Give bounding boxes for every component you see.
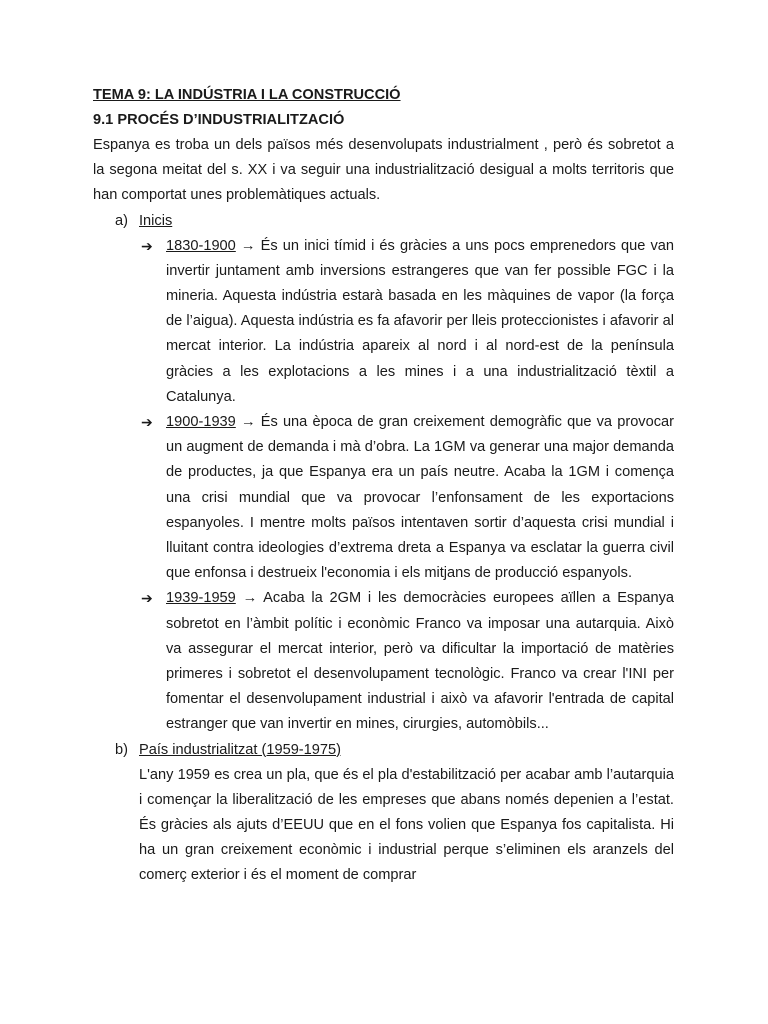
list-marker: a): [115, 212, 128, 229]
bullet-list: [93, 234, 674, 738]
subsection-paragraph: L'any 1959 es crea un pla, que és el pla d'estabilització per acabar amb l’autarquia i començar la liberalització de les empreses que abans només depenien a l’estat. És gràcies als ajuts d’EEUU que en el fons volien que Espanya fos capitalista. Hi ha un gran creixement econòmic i industrial perque s’eliminen els aranzels del comerç exterior i és el moment de comprar: [139, 766, 674, 884]
bullet-item: [93, 410, 674, 586]
arrow-bullet-icon: ➔: [141, 414, 153, 431]
arrow-bullet-icon: ➔: [141, 237, 153, 254]
bullet-text: → És una època de gran creixement demogràfic que va provocar un augment de demanda i mà d’obra. La 1GM va generar una major demanda de productes, ja que Espanya era un país neutre. Acaba la 1GM i comença una crisi mundial que va provocar l’enfonsament de les exportacions espanyoles. I mentre molts països intentaven sortir d’aquesta crisi mundial i lluitant contra ideologies d’extrema dreta a Espanya va esclatar la guerra civil que enfonsa i destrueix l'economia i els mitjans de producció espanyols.: [166, 414, 674, 582]
intro-paragraph: Espanya es troba un dels països més desenvolupats industrialment , però és sobretot a la segona meitat del s. XX i va seguir una industrialització desigual a molts territoris que han comportat unes problemàtiques actuals.: [93, 137, 674, 204]
list-marker: b): [115, 741, 128, 758]
document-title: TEMA 9: LA INDÚSTRIA I LA CONSTRUCCIÓ: [93, 87, 401, 103]
period-label: 1900-1939: [166, 414, 236, 431]
subsection-heading-b: [93, 738, 674, 763]
bullet-item: [93, 586, 674, 737]
period-label: 1939-1959: [166, 590, 236, 607]
bullet-text: → Acaba la 2GM i les democràcies europees aïllen a Espanya sobretot en l’àmbit polític i econòmic Franco va imposar una autarquia. Això va assegurar el mercat interior, però va dificultar la importació de matèries primeres i sobretot el desenvolupament tecnològic. Franco va crear l'INI per fomentar el desenvolupament industrial i això va afavorir l'entrada de capital estranger que van invertir en mines, cirurgies, automòbils...: [166, 590, 674, 733]
subsection-heading-a: [93, 209, 674, 234]
subsection-title: Inicis: [139, 212, 173, 229]
bullet-item: [93, 234, 674, 410]
document-body: [93, 83, 674, 889]
section-heading: 9.1 PROCÉS D’INDUSTRIALITZACIÓ: [93, 112, 345, 128]
bullet-text: → És un inici tímid i és gràcies a uns pocs emprenedors que van invertir juntament amb inversions estrangeres que van fer possible FGC i la mineria. Aquesta indústria estarà basada en les màquines de vapor (la força de l’aigua). Aquesta indústria es fa afavorir per lleis proteccionistes i afavorir al mercat interior. La indústria apareix al nord i al nord-est de la península gràcies a les explotacions a les mines i a una industrialització tèxtil a Catalunya.: [166, 237, 674, 405]
subsection-title: País industrialitzat (1959-1975): [139, 741, 341, 758]
arrow-bullet-icon: ➔: [141, 590, 153, 607]
period-label: 1830-1900: [166, 237, 236, 254]
